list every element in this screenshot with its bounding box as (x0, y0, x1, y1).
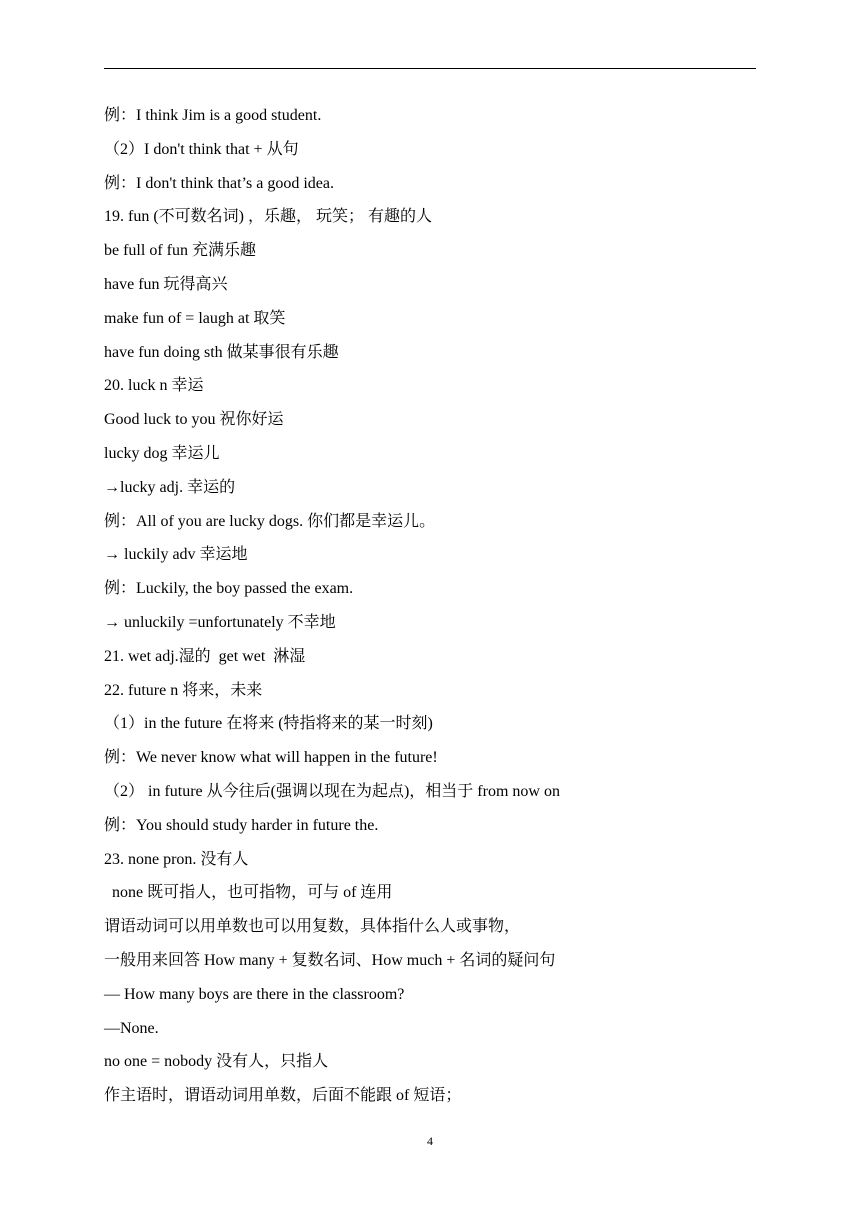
section-heading-luck: 20. luck n 幸运 (104, 377, 204, 395)
text-line: lucky dog 幸运儿 (104, 444, 220, 462)
section-heading-fun: 19. fun (不可数名词) ，乐趣， 玩笑； 有趣的人 (104, 208, 432, 226)
text-line: 例：All of you are lucky dogs. 你们都是幸运儿。 (104, 512, 436, 530)
text-line: none 既可指人，也可指物，可与 of 连用 (104, 884, 393, 902)
text-line: 例：We never know what will happen in the future! (104, 749, 438, 767)
text-line: 一般用来回答 How many + 复数名词、How much + 名词的疑问句 (104, 951, 556, 969)
text-line: no one = nobody 没有人，只指人 (104, 1053, 329, 1071)
text-line: Good luck to you 祝你好运 (104, 411, 284, 429)
section-heading-future: 22. future n 将来，未来 (104, 681, 263, 699)
text-line: be full of fun 充满乐趣 (104, 242, 256, 260)
text-line: 例：Luckily, the boy passed the exam. (104, 580, 354, 598)
text-line: 例：I don't think that’s a good idea. (104, 174, 334, 192)
section-heading-none: 23. none pron. 没有人 (104, 850, 249, 868)
text-line: make fun of = laugh at 取笑 (104, 309, 286, 327)
page-number: 4 (427, 1134, 433, 1148)
header-rule (104, 68, 756, 69)
document-body (104, 102, 764, 1116)
text-line: 例：You should study harder in future the. (104, 816, 379, 834)
text-line: （2） in future 从今往后(强调以现在为起点)，相当于 from now on (104, 782, 560, 800)
text-line: →lucky adj. 幸运的 (104, 478, 236, 496)
text-line: → luckily adv 幸运地 (104, 546, 248, 564)
text-line: （2）I don't think that + 从句 (104, 140, 299, 158)
text-line: 作主语时，谓语动词用单数，后面不能跟 of 短语； (104, 1087, 462, 1105)
text-line: → unluckily =unfortunately 不幸地 (104, 613, 336, 631)
section-heading-wet: 21. wet adj.湿的 get wet 淋湿 (104, 647, 306, 665)
text-line: — How many boys are there in the classroom? (104, 985, 405, 1003)
text-line: —None. (104, 1019, 159, 1037)
text-line: 例：I think Jim is a good student. (104, 107, 322, 124)
text-line: have fun doing sth 做某事很有乐趣 (104, 343, 339, 361)
text-line: （1）in the future 在将来 (特指将来的某一时刻) (104, 715, 433, 733)
text-line: 谓语动词可以用单数也可以用复数，具体指什么人或事物， (104, 918, 521, 936)
text-line: have fun 玩得高兴 (104, 275, 228, 293)
